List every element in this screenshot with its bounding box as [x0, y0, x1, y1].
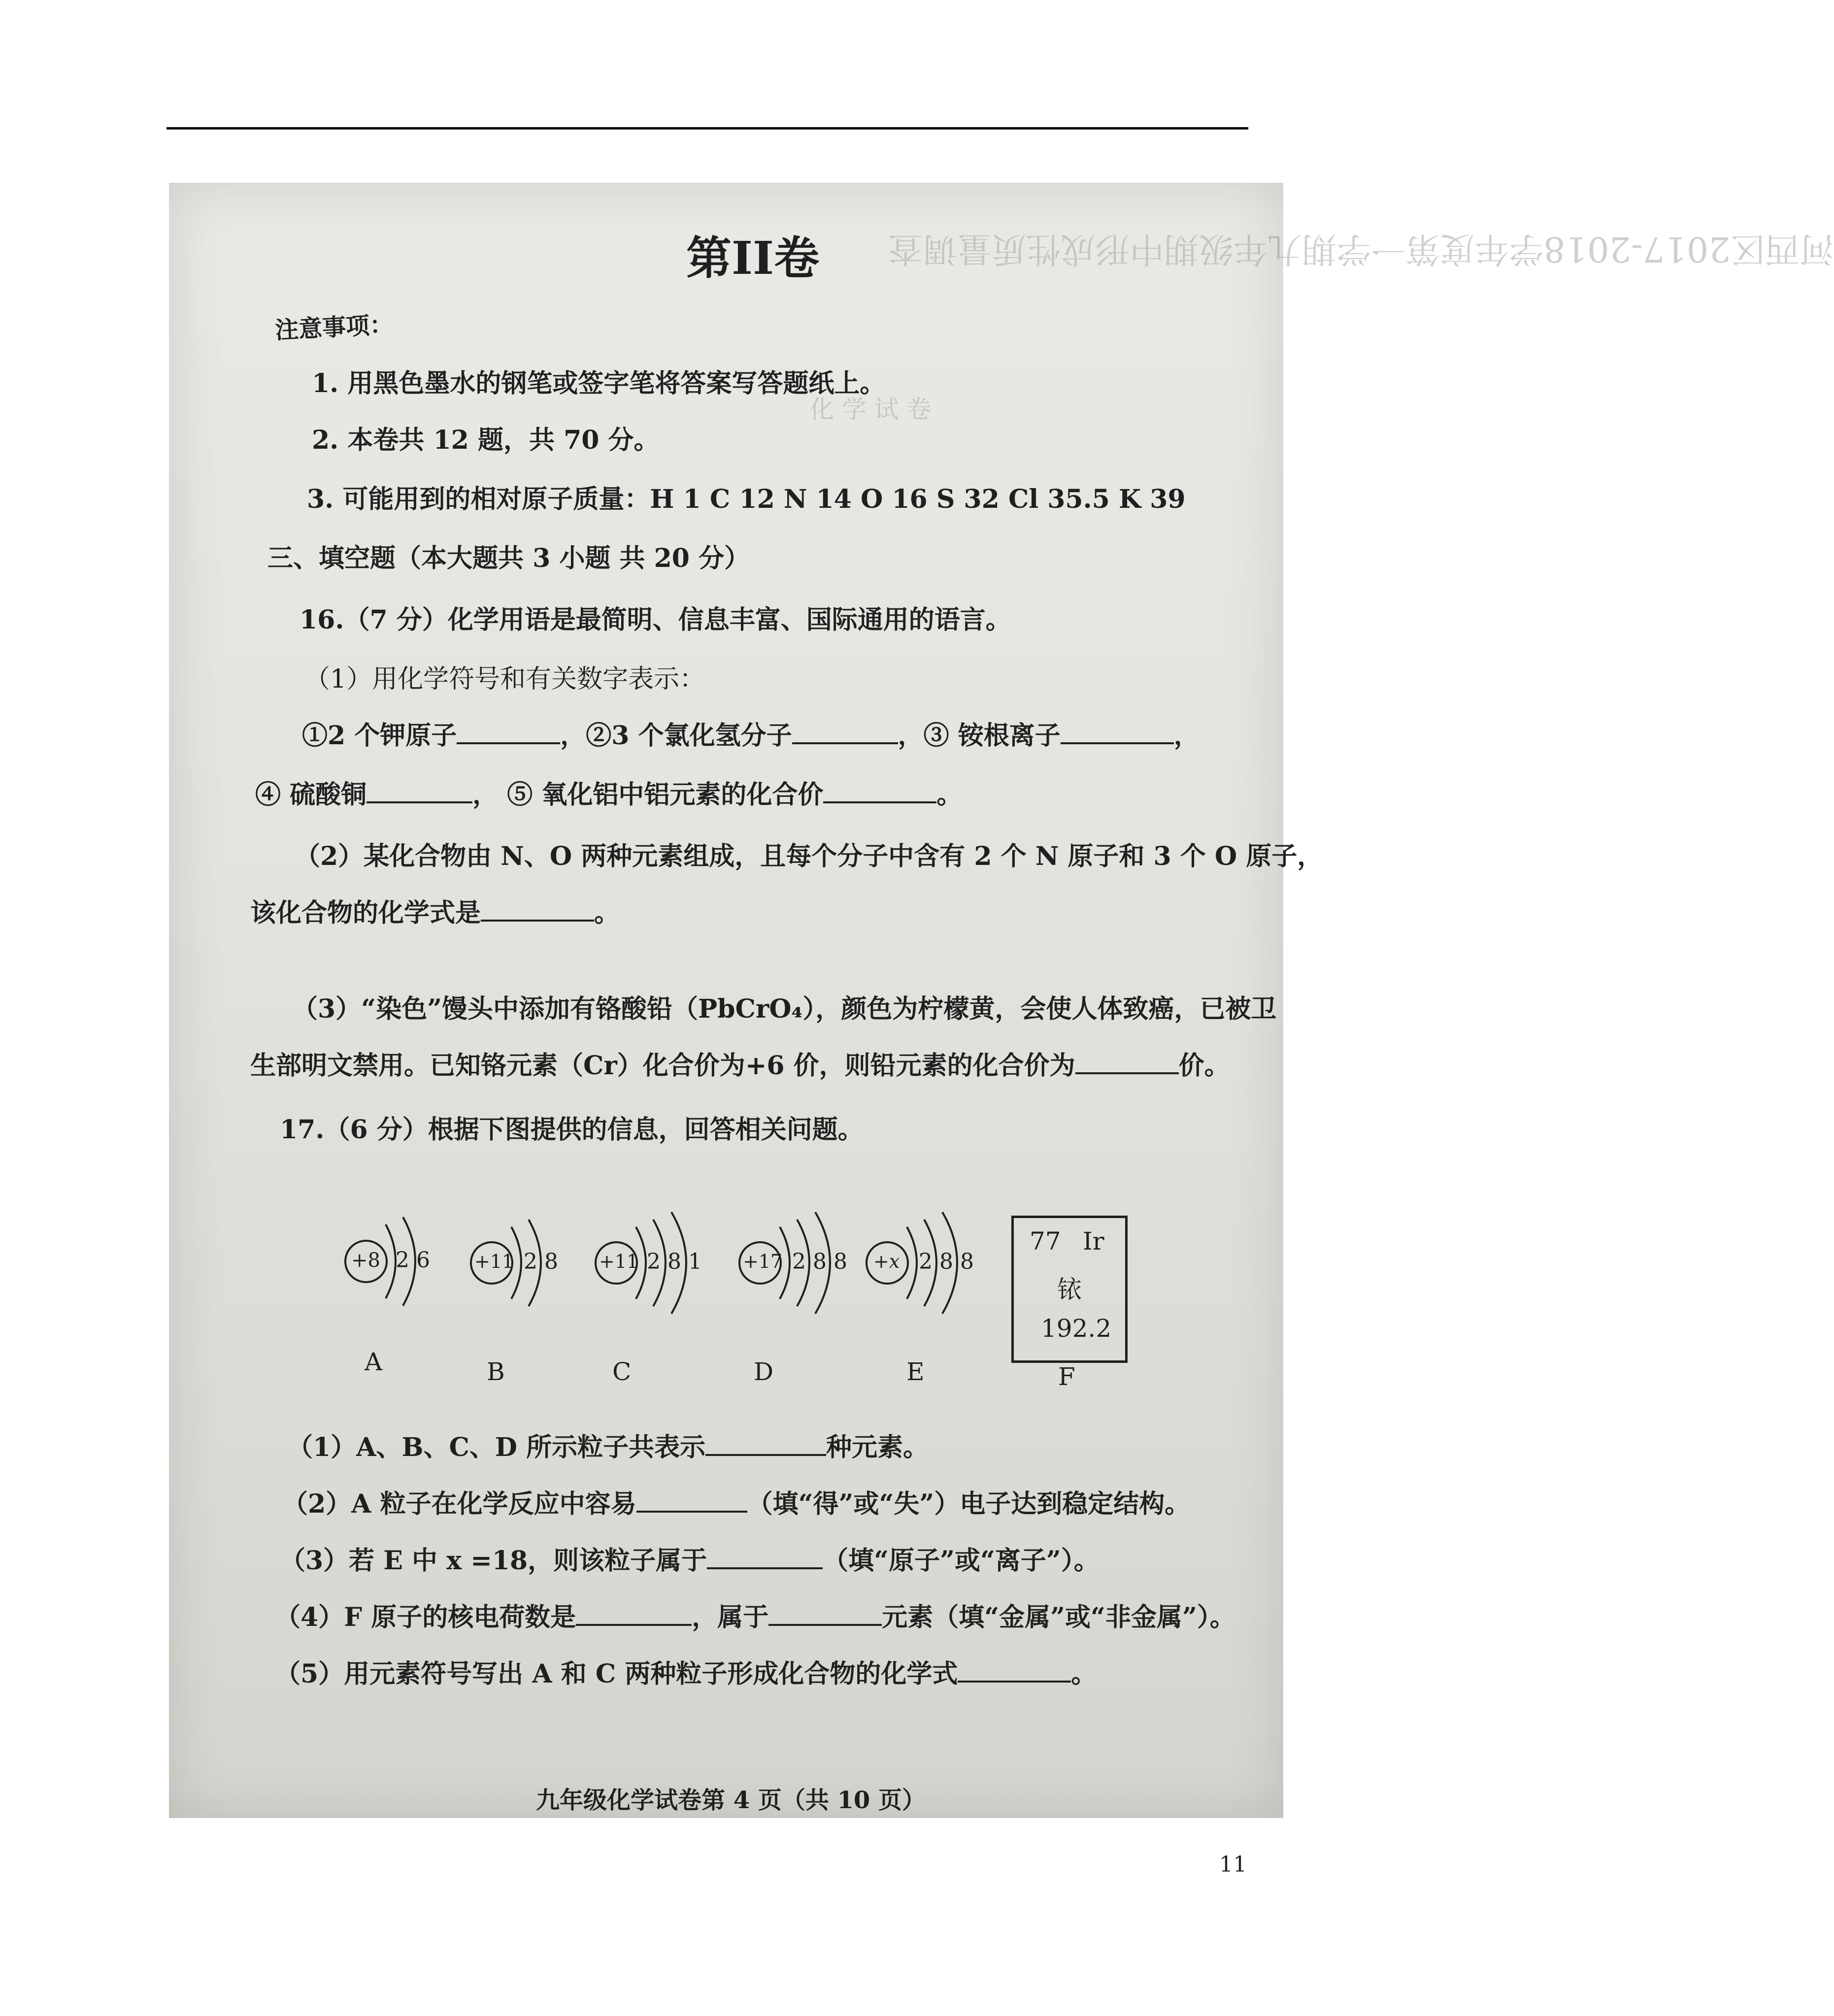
label-f: F	[1058, 1362, 1075, 1391]
q17-s3-text: （3）若 E 中 x =18，则该粒子属于	[280, 1546, 707, 1576]
q17-sub2	[282, 1483, 1190, 1520]
q16-part3-line2	[250, 1045, 1230, 1082]
q16-b-end: 。	[936, 780, 963, 810]
q17-s2-end: （填“得”或“失”）电子达到稳定结构。	[747, 1489, 1191, 1519]
q16-part3-line1: （3）“染色”馒头中添加有铬酸铅（PbCrO₄），颜色为柠檬黄，会使人体致癌，已被卫	[292, 994, 1277, 1024]
section-heading: 三、填空题（本大题共 3 小题 共 20 分）	[267, 543, 750, 573]
q17-sub1	[287, 1426, 929, 1463]
element-name: 铱	[1057, 1275, 1082, 1304]
atom-a-shells: 2 6	[396, 1248, 430, 1273]
periodic-element-card	[1011, 1216, 1128, 1363]
atom-d-shells: 2 8 8	[792, 1249, 847, 1274]
element-symbol: Ir	[1083, 1227, 1104, 1256]
q16-stem: 16.（7 分）化学用语是最简明、信息丰富、国际通用的语言。	[300, 605, 1011, 635]
answer-blank[interactable]	[792, 721, 898, 744]
header-rule	[167, 127, 1248, 130]
answer-blank[interactable]	[705, 1432, 826, 1456]
answer-blank[interactable]	[1075, 1051, 1179, 1074]
atom-c-nucleus: +11	[599, 1251, 639, 1272]
bleed-through-text: 化 学 试 卷	[809, 395, 932, 424]
label-e: E	[906, 1357, 925, 1386]
q16-p3-text: 生部明文禁用。已知铬元素（Cr）化合价为+6 价，则铅元素的化合价为	[250, 1051, 1075, 1081]
q16-p2-text: 该化合物的化学式是	[250, 898, 481, 928]
q16-a1: ①2 个钾原子	[302, 721, 457, 751]
atom-b-nucleus: +11	[474, 1251, 514, 1272]
q16-b2: ， ⑤ 氧化铝中铝元素的化合价	[472, 780, 824, 810]
q16-part1-line-a	[302, 715, 1200, 752]
q16-part1-line-b	[255, 774, 962, 811]
notice-1: 1. 用黑色墨水的钢笔或签字笔将答案写答题纸上。	[312, 368, 886, 398]
notice-2: 2. 本卷共 12 题，共 70 分。	[312, 425, 660, 455]
q16-a3-end: ，	[1173, 721, 1200, 751]
q17-sub3	[280, 1540, 1100, 1577]
answer-blank[interactable]	[768, 1602, 882, 1626]
atom-e-nucleus: +x	[873, 1251, 900, 1272]
answer-blank[interactable]	[481, 898, 594, 922]
q17-s3-end: （填“原子”或“离子”）。	[823, 1546, 1100, 1576]
label-a: A	[365, 1348, 383, 1376]
answer-blank[interactable]	[457, 721, 560, 744]
q17-s5-end: 。	[1071, 1659, 1097, 1689]
notice-heading: 注意事项：	[274, 310, 394, 345]
bleed-through-text: 河西区2017-2018学年度第一学期九年级期中形成性质量调查	[888, 229, 1834, 269]
answer-blank[interactable]	[958, 1659, 1071, 1683]
element-atomic-number: 77	[1030, 1227, 1061, 1256]
exam-photo	[169, 183, 1834, 1818]
q16-part2-line1: （2）某化合物由 N、O 两种元素组成，且每个分子中含有 2 个 N 原子和 3 个 O 原子，	[295, 841, 1323, 871]
atom-e-shells: 2 8 8	[919, 1249, 974, 1274]
label-d: D	[754, 1357, 774, 1386]
q16-p3-end: 价。	[1178, 1051, 1230, 1081]
exam-footer: 九年级化学试卷第 4 页（共 10 页）	[536, 1786, 926, 1814]
atom-b-shells: 2 8	[524, 1249, 558, 1274]
atom-d-nucleus: +17	[743, 1251, 783, 1272]
q17-s1-text: （1）A、B、C、D 所示粒子共表示	[287, 1432, 706, 1462]
answer-blank[interactable]	[636, 1489, 747, 1513]
answer-blank[interactable]	[823, 780, 936, 803]
q17-s4-text: （4）F 原子的核电荷数是	[275, 1602, 576, 1632]
q16-part2-line2	[250, 892, 620, 929]
q16-a2: ，②3 个氯化氢分子	[560, 721, 792, 751]
answer-blank[interactable]	[1061, 721, 1174, 744]
q16-part1: （1）用化学符号和有关数字表示：	[304, 664, 705, 694]
q16-a3: ，③ 铵根离子	[898, 721, 1061, 751]
paper-title: 第II卷	[686, 231, 820, 285]
element-atomic-mass: 192.2	[1041, 1314, 1112, 1343]
notice-3: 3. 可能用到的相对原子质量：H 1 C 12 N 14 O 16 S 32 Cl 35.5 K 39	[307, 484, 1186, 514]
atom-a-nucleus: +8	[351, 1249, 380, 1272]
q16-p2-end: 。	[594, 898, 620, 928]
label-c: C	[612, 1357, 632, 1386]
q17-stem: 17.（6 分）根据下图提供的信息，回答相关问题。	[280, 1115, 864, 1145]
q17-s1-end: 种元素。	[826, 1432, 929, 1462]
q17-s4-mid: ，属于	[692, 1602, 769, 1632]
answer-blank[interactable]	[367, 780, 472, 803]
page-number: 11	[1219, 1852, 1247, 1877]
q17-sub5	[275, 1653, 1097, 1690]
answer-blank[interactable]	[707, 1546, 823, 1569]
q17-s2-text: （2）A 粒子在化学反应中容易	[282, 1489, 636, 1519]
q16-b1: ④ 硫酸铜	[255, 780, 367, 810]
q17-sub4	[275, 1596, 1235, 1633]
label-b: B	[487, 1357, 505, 1386]
q17-s5-text: （5）用元素符号写出 A 和 C 两种粒子形成化合物的化学式	[275, 1659, 958, 1689]
atom-c-shells: 2 8 1	[647, 1249, 702, 1274]
answer-blank[interactable]	[576, 1602, 692, 1626]
q17-s4-end: 元素（填“金属”或“非金属”）。	[882, 1602, 1235, 1632]
